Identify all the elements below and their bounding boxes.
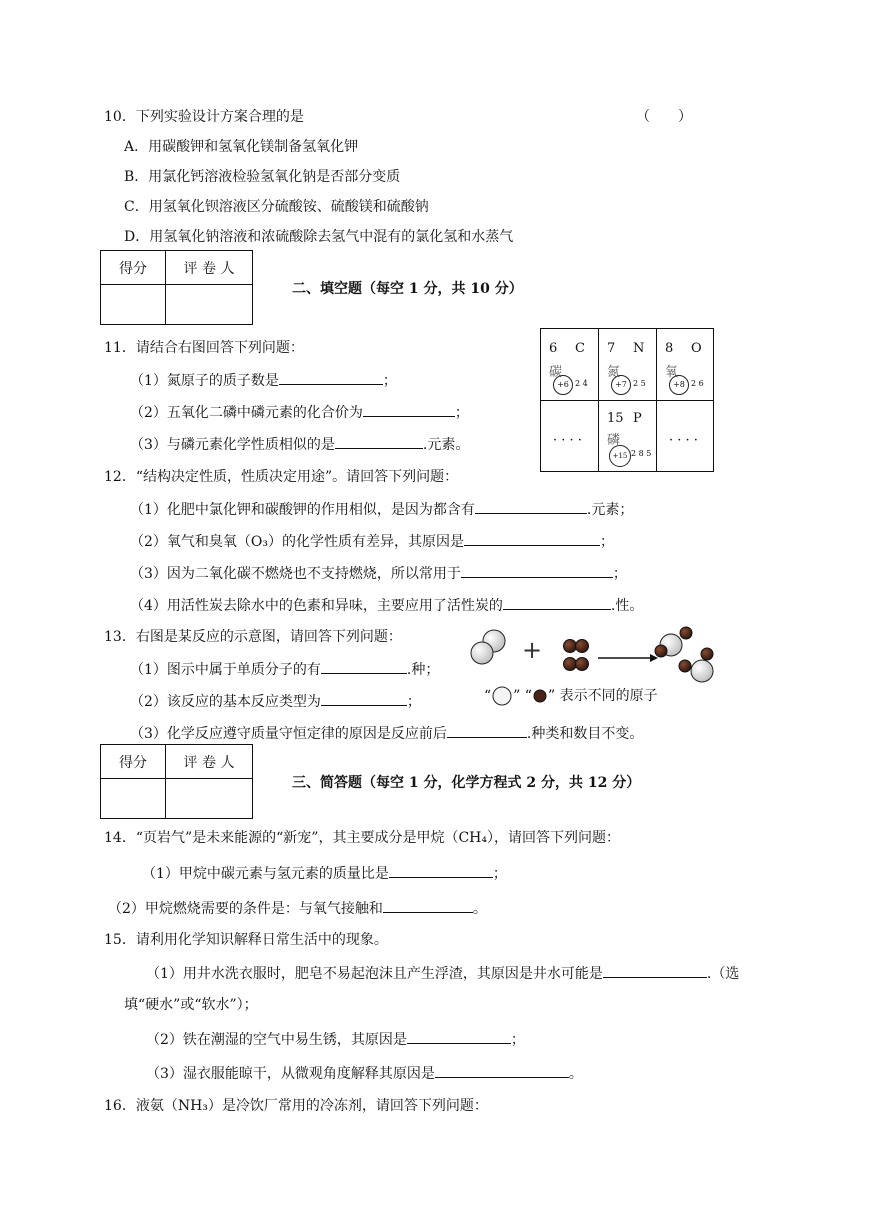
carbon-atom-diagram: +6 <box>553 375 573 395</box>
grader-label: 评 卷 人 <box>166 251 253 285</box>
carbon-symbol: C <box>575 341 585 356</box>
q15-sub3-end: 。 <box>568 1066 583 1082</box>
phosphorus-symbol: P <box>633 411 642 426</box>
q12-sub2-text: （2）氧气和臭氧（O₃）的化学性质有差异，其原因是 <box>130 534 464 550</box>
oxygen-number: 8 <box>665 341 674 356</box>
score-box-section3 <box>100 744 253 819</box>
q10-option-d: D．用氢氧化钠溶液和浓硫酸除去氢气中混有的氯化氢和水蒸气 <box>124 229 514 245</box>
q11-sub2-end: ； <box>454 405 469 421</box>
score-box-section2 <box>100 250 253 325</box>
oxygen-name: 氧 <box>665 365 679 380</box>
reaction-legend <box>484 686 658 706</box>
q13-sub2-text: （2）该反应的基本反应类型为 <box>130 694 321 710</box>
q12-stem: 12．“结构决定性质，性质决定用途”。请回答下列问题： <box>104 469 459 485</box>
score-label-2: 得分 <box>101 745 166 779</box>
ellipsis-right: · · · · <box>669 433 698 448</box>
ellipsis-left: · · · · <box>553 433 582 448</box>
nitrogen-symbol: N <box>633 341 645 356</box>
q13-sub1-end: .种； <box>406 662 440 678</box>
q13-sub3 <box>130 723 643 744</box>
q12-sub4-text: （4）用活性炭去除水中的色素和异味，主要应用了活性炭的 <box>130 598 503 614</box>
q14-sub2 <box>108 898 487 919</box>
q15-sub1-end: .（选 <box>706 966 740 982</box>
nitrogen-name: 氮 <box>607 365 621 380</box>
q15-sub2-end: ； <box>510 1032 525 1048</box>
q12-sub2-blank[interactable] <box>464 531 600 546</box>
reaction-diagram <box>464 624 722 690</box>
q11-sub1-blank[interactable] <box>279 370 383 385</box>
grader-cell-2 <box>166 779 253 819</box>
q14-sub1 <box>142 863 507 884</box>
carbon-number: 6 <box>549 341 558 356</box>
nitrogen-number: 7 <box>607 341 616 356</box>
section3-title: 三、简答题（每空 1 分，化学方程式 2 分，共 12 分） <box>292 775 641 791</box>
q12-sub3-end: ； <box>612 566 627 582</box>
q13-sub2 <box>130 691 421 712</box>
q14-sub2-text: （2）甲烷燃烧需要的条件是：与氧气接触和 <box>108 901 383 917</box>
score-cell <box>101 285 166 325</box>
q14-sub1-text: （1）甲烷中碳元素与氢元素的质量比是 <box>142 866 389 882</box>
q11-sub3-end: .元素。 <box>422 437 470 453</box>
legend-white-atom-icon <box>491 686 513 706</box>
grader-label-2: 评 卷 人 <box>166 745 253 779</box>
q14-stem: 14．“页岩气”是未来能源的“新宠”，其主要成分是甲烷（CH₄），请回答下列问题： <box>104 830 620 846</box>
legend-quote-close-1: ” <box>513 688 521 704</box>
q10-option-a: A．用碳酸钾和氢氧化镁制备氢氧化钾 <box>124 139 359 155</box>
reaction-arrow <box>598 654 658 662</box>
q10-option-c: C．用氢氧化钡溶液区分硫酸铵、硫酸镁和硫酸钠 <box>124 199 429 215</box>
legend-dark-atom-icon <box>532 686 548 706</box>
q14-sub1-end: ； <box>492 866 507 882</box>
q15-sub3 <box>146 1063 583 1084</box>
q12-sub1-text: （1）化肥中氯化钾和碳酸钾的作用相似，是因为都含有 <box>130 502 475 518</box>
q13-sub3-text: （3）化学反应遵守质量守恒定律的原因是反应前后 <box>130 726 447 742</box>
q11-sub2-text: （2）五氧化二磷中磷元素的化合价为 <box>130 405 363 421</box>
q15-stem: 15．请利用化学知识解释日常生活中的现象。 <box>104 932 388 948</box>
q15-sub3-blank[interactable] <box>435 1063 569 1078</box>
q12-sub4 <box>130 595 643 616</box>
q12-sub1-blank[interactable] <box>475 499 587 514</box>
q11-stem: 11．请结合右图回答下列问题： <box>104 340 304 356</box>
q12-sub4-end: .性。 <box>610 598 644 614</box>
legend-quote-open-2: “ <box>524 688 532 704</box>
q15-sub2 <box>146 1029 525 1050</box>
phosphorus-atom-diagram: +15 <box>609 445 631 467</box>
q11-sub1-text: （1）氮原子的质子数是 <box>130 373 279 389</box>
q15-sub2-blank[interactable] <box>407 1029 511 1044</box>
q15-sub3-text: （3）湿衣服能晾干，从微观角度解释其原因是 <box>146 1066 435 1082</box>
q12-sub1 <box>130 499 633 520</box>
nitrogen-atom-diagram: +7 <box>611 375 631 395</box>
q11-sub1-end: ； <box>382 373 397 389</box>
q14-sub2-blank[interactable] <box>383 898 473 913</box>
carbon-name: 碳 <box>549 365 563 380</box>
legend-quote-open-1: “ <box>484 688 492 704</box>
q12-sub2 <box>130 531 614 552</box>
q12-sub2-end: ； <box>600 534 614 550</box>
q13-sub3-end: .种类和数目不变。 <box>526 726 644 742</box>
product-molecules <box>655 627 713 682</box>
oxygen-atom-diagram: +8 <box>669 375 689 395</box>
q15-sub2-text: （2）铁在潮湿的空气中易生锈，其原因是 <box>146 1032 407 1048</box>
q14-sub2-end: 。 <box>472 901 487 917</box>
q13-sub2-end: ； <box>406 694 421 710</box>
q13-sub3-blank[interactable] <box>447 723 527 738</box>
oxygen-shells: 2 6 <box>691 379 704 388</box>
q15-sub1-text: （1）用井水洗衣服时，肥皂不易起泡沫且产生浮渣，其原因是井水可能是 <box>146 966 603 982</box>
q16-stem: 16．液氨（NH₃）是冷饮厂常用的冷冻剂，请回答下列问题： <box>104 1098 488 1114</box>
q12-sub3-text: （3）因为二氧化碳不燃烧也不支持燃烧，所以常用于 <box>130 566 461 582</box>
q13-sub1-text: （1）图示中属于单质分子的有 <box>130 662 321 678</box>
phosphorus-name: 磷 <box>607 433 621 448</box>
q12-sub1-end: .元素； <box>586 502 634 518</box>
q15-sub1-blank[interactable] <box>603 963 707 978</box>
periodic-table-excerpt <box>540 328 714 472</box>
q10-answer-bracket: （ ） <box>636 109 692 125</box>
q12-sub4-blank[interactable] <box>503 595 611 610</box>
reactant-white-molecule <box>471 630 505 664</box>
q11-sub1 <box>130 370 397 391</box>
q11-sub3-blank[interactable] <box>335 434 423 449</box>
phosphorus-number: 15 <box>607 411 624 426</box>
q14-sub1-blank[interactable] <box>389 863 493 878</box>
q15-sub1 <box>146 963 739 984</box>
phosphorus-shells: 2 8 5 <box>631 449 652 458</box>
score-cell-2 <box>101 779 166 819</box>
q13-sub1 <box>130 659 439 680</box>
q13-sub2-blank[interactable] <box>321 691 407 706</box>
legend-text: 表示不同的原子 <box>559 688 658 704</box>
legend-quote-close-2: ” <box>547 688 556 704</box>
q10-stem: 10．下列实验设计方案合理的是 <box>104 109 304 125</box>
q11-sub2-blank[interactable] <box>363 402 455 417</box>
nitrogen-shells: 2 5 <box>633 379 646 388</box>
section2-title: 二、填空题（每空 1 分，共 10 分） <box>292 281 523 297</box>
q15-sub1-continued: 填“硬水”或“软水”）； <box>124 997 258 1013</box>
q10-option-b: B．用氯化钙溶液检验氢氧化钠是否部分变质 <box>124 169 401 185</box>
q11-sub3-text: （3）与磷元素化学性质相似的是 <box>130 437 335 453</box>
q12-sub3 <box>130 563 627 584</box>
q11-sub3 <box>130 434 469 455</box>
score-label: 得分 <box>101 251 166 285</box>
grader-cell <box>166 285 253 325</box>
q11-sub2 <box>130 402 469 423</box>
oxygen-symbol: O <box>691 341 702 356</box>
reactant-dark-molecules <box>564 640 589 671</box>
carbon-shells: 2 4 <box>575 379 588 388</box>
q13-stem: 13．右图是某反应的示意图，请回答下列问题： <box>104 629 402 645</box>
q13-sub1-blank[interactable] <box>321 659 407 674</box>
plus-sign: + <box>522 636 543 664</box>
q12-sub3-blank[interactable] <box>461 563 613 578</box>
